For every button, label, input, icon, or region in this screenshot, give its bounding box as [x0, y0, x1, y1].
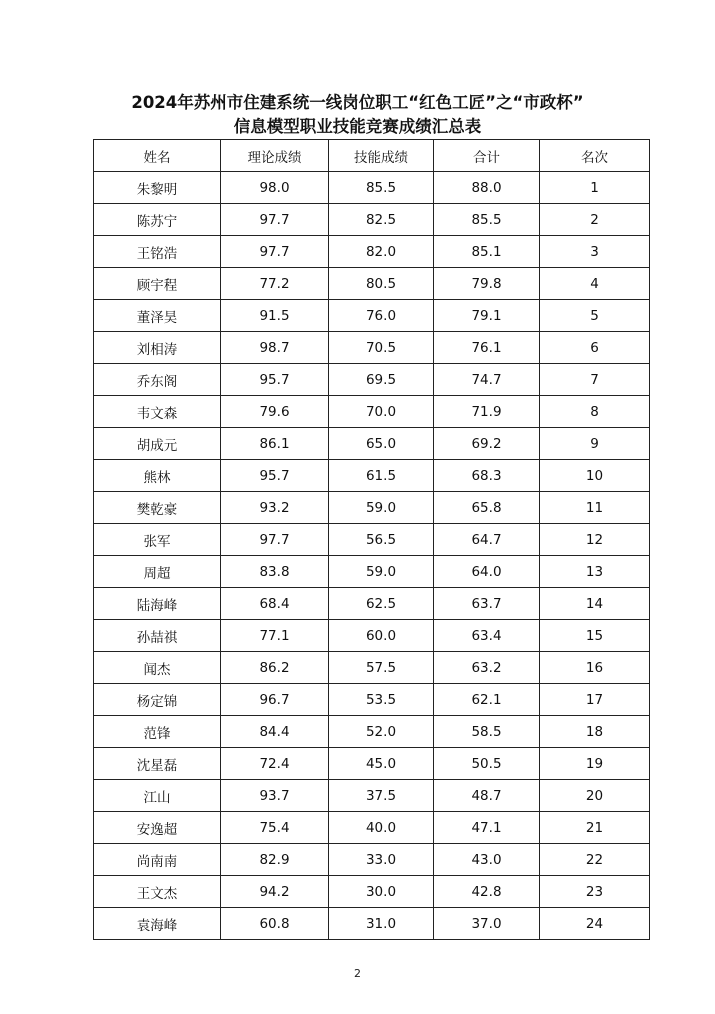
cell-theory-score: 93.2 — [221, 492, 329, 524]
cell-rank: 3 — [540, 236, 650, 268]
cell-theory-score: 86.2 — [221, 652, 329, 684]
cell-total: 63.2 — [434, 652, 540, 684]
cell-skill-score: 85.5 — [329, 172, 434, 204]
cell-total: 64.7 — [434, 524, 540, 556]
cell-rank: 2 — [540, 204, 650, 236]
cell-rank: 10 — [540, 460, 650, 492]
cell-rank: 23 — [540, 876, 650, 908]
cell-total: 58.5 — [434, 716, 540, 748]
table-row — [94, 556, 650, 588]
table-row — [94, 364, 650, 396]
cell-rank: 4 — [540, 268, 650, 300]
cell-name: 陆海峰 — [94, 588, 221, 620]
cell-theory-score: 98.0 — [221, 172, 329, 204]
cell-skill-score: 59.0 — [329, 492, 434, 524]
table-row — [94, 300, 650, 332]
cell-skill-score: 80.5 — [329, 268, 434, 300]
cell-rank: 13 — [540, 556, 650, 588]
cell-rank: 9 — [540, 428, 650, 460]
cell-skill-score: 70.0 — [329, 396, 434, 428]
cell-skill-score: 52.0 — [329, 716, 434, 748]
cell-total: 65.8 — [434, 492, 540, 524]
cell-total: 47.1 — [434, 812, 540, 844]
header-row — [94, 140, 650, 172]
cell-name: 闻杰 — [94, 652, 221, 684]
cell-total: 74.7 — [434, 364, 540, 396]
cell-rank: 17 — [540, 684, 650, 716]
document-title-line-2: 信息模型职业技能竞赛成绩汇总表 — [233, 117, 482, 136]
cell-theory-score: 97.7 — [221, 236, 329, 268]
cell-rank: 18 — [540, 716, 650, 748]
cell-total: 63.7 — [434, 588, 540, 620]
cell-rank: 21 — [540, 812, 650, 844]
cell-name: 沈星磊 — [94, 748, 221, 780]
header-skill-score: 技能成绩 — [329, 140, 434, 172]
cell-total: 79.8 — [434, 268, 540, 300]
cell-rank: 14 — [540, 588, 650, 620]
header-rank: 名次 — [540, 140, 650, 172]
cell-total: 71.9 — [434, 396, 540, 428]
cell-total: 42.8 — [434, 876, 540, 908]
table-row — [94, 204, 650, 236]
cell-total: 85.5 — [434, 204, 540, 236]
table-row — [94, 268, 650, 300]
cell-theory-score: 95.7 — [221, 460, 329, 492]
table-row — [94, 524, 650, 556]
cell-name: 樊乾豪 — [94, 492, 221, 524]
cell-name: 范锋 — [94, 716, 221, 748]
cell-theory-score: 84.4 — [221, 716, 329, 748]
cell-skill-score: 61.5 — [329, 460, 434, 492]
table-row — [94, 748, 650, 780]
results-body — [94, 172, 650, 940]
table-row — [94, 236, 650, 268]
table-row — [94, 492, 650, 524]
document-title-line-1: 2024年苏州市住建系统一线岗位职工“红色工匠”之“市政杯” — [131, 93, 584, 112]
table-row — [94, 428, 650, 460]
cell-rank: 5 — [540, 300, 650, 332]
cell-skill-score: 82.5 — [329, 204, 434, 236]
cell-rank: 7 — [540, 364, 650, 396]
cell-name: 周超 — [94, 556, 221, 588]
cell-name: 刘相涛 — [94, 332, 221, 364]
cell-theory-score: 82.9 — [221, 844, 329, 876]
cell-theory-score: 98.7 — [221, 332, 329, 364]
cell-name: 熊林 — [94, 460, 221, 492]
table-row — [94, 780, 650, 812]
cell-theory-score: 75.4 — [221, 812, 329, 844]
table-row — [94, 716, 650, 748]
cell-skill-score: 60.0 — [329, 620, 434, 652]
table-row — [94, 460, 650, 492]
table-row — [94, 332, 650, 364]
header-theory-score: 理论成绩 — [221, 140, 329, 172]
cell-total: 48.7 — [434, 780, 540, 812]
cell-skill-score: 53.5 — [329, 684, 434, 716]
cell-skill-score: 40.0 — [329, 812, 434, 844]
cell-name: 顾宇程 — [94, 268, 221, 300]
cell-theory-score: 94.2 — [221, 876, 329, 908]
cell-total: 37.0 — [434, 908, 540, 940]
cell-skill-score: 70.5 — [329, 332, 434, 364]
cell-rank: 20 — [540, 780, 650, 812]
cell-skill-score: 65.0 — [329, 428, 434, 460]
cell-theory-score: 95.7 — [221, 364, 329, 396]
cell-name: 孙喆祺 — [94, 620, 221, 652]
cell-skill-score: 76.0 — [329, 300, 434, 332]
cell-rank: 19 — [540, 748, 650, 780]
cell-name: 张军 — [94, 524, 221, 556]
table-row — [94, 876, 650, 908]
cell-name: 王铭浩 — [94, 236, 221, 268]
cell-name: 王文杰 — [94, 876, 221, 908]
table-row — [94, 652, 650, 684]
cell-skill-score: 37.5 — [329, 780, 434, 812]
cell-name: 江山 — [94, 780, 221, 812]
cell-total: 85.1 — [434, 236, 540, 268]
cell-skill-score: 59.0 — [329, 556, 434, 588]
cell-name: 尚南南 — [94, 844, 221, 876]
cell-theory-score: 86.1 — [221, 428, 329, 460]
cell-theory-score: 79.6 — [221, 396, 329, 428]
cell-skill-score: 62.5 — [329, 588, 434, 620]
cell-theory-score: 83.8 — [221, 556, 329, 588]
cell-rank: 22 — [540, 844, 650, 876]
page-number: 2 — [354, 967, 361, 980]
cell-total: 79.1 — [434, 300, 540, 332]
table-row — [94, 684, 650, 716]
cell-skill-score: 69.5 — [329, 364, 434, 396]
results-table — [93, 139, 650, 940]
cell-rank: 12 — [540, 524, 650, 556]
cell-theory-score: 91.5 — [221, 300, 329, 332]
cell-theory-score: 97.7 — [221, 204, 329, 236]
cell-theory-score: 93.7 — [221, 780, 329, 812]
cell-name: 袁海峰 — [94, 908, 221, 940]
cell-rank: 16 — [540, 652, 650, 684]
cell-skill-score: 56.5 — [329, 524, 434, 556]
cell-total: 64.0 — [434, 556, 540, 588]
cell-total: 50.5 — [434, 748, 540, 780]
cell-total: 69.2 — [434, 428, 540, 460]
table-row — [94, 588, 650, 620]
cell-total: 43.0 — [434, 844, 540, 876]
cell-theory-score: 97.7 — [221, 524, 329, 556]
cell-name: 董泽昊 — [94, 300, 221, 332]
cell-skill-score: 30.0 — [329, 876, 434, 908]
header-total: 合计 — [434, 140, 540, 172]
cell-rank: 8 — [540, 396, 650, 428]
cell-name: 陈苏宁 — [94, 204, 221, 236]
cell-total: 63.4 — [434, 620, 540, 652]
cell-name: 杨定锦 — [94, 684, 221, 716]
cell-skill-score: 31.0 — [329, 908, 434, 940]
cell-name: 乔东阁 — [94, 364, 221, 396]
cell-theory-score: 68.4 — [221, 588, 329, 620]
cell-theory-score: 60.8 — [221, 908, 329, 940]
cell-theory-score: 77.1 — [221, 620, 329, 652]
cell-rank: 11 — [540, 492, 650, 524]
table-row — [94, 844, 650, 876]
cell-name: 朱黎明 — [94, 172, 221, 204]
cell-skill-score: 45.0 — [329, 748, 434, 780]
cell-name: 胡成元 — [94, 428, 221, 460]
cell-total: 88.0 — [434, 172, 540, 204]
cell-theory-score: 77.2 — [221, 268, 329, 300]
cell-name: 安逸超 — [94, 812, 221, 844]
cell-skill-score: 57.5 — [329, 652, 434, 684]
table-row — [94, 908, 650, 940]
table-row — [94, 396, 650, 428]
cell-name: 韦文森 — [94, 396, 221, 428]
table-row — [94, 620, 650, 652]
table-row — [94, 812, 650, 844]
cell-total: 76.1 — [434, 332, 540, 364]
cell-rank: 15 — [540, 620, 650, 652]
cell-skill-score: 82.0 — [329, 236, 434, 268]
table-row — [94, 172, 650, 204]
cell-theory-score: 96.7 — [221, 684, 329, 716]
cell-skill-score: 33.0 — [329, 844, 434, 876]
cell-total: 62.1 — [434, 684, 540, 716]
cell-rank: 6 — [540, 332, 650, 364]
cell-rank: 24 — [540, 908, 650, 940]
cell-total: 68.3 — [434, 460, 540, 492]
cell-theory-score: 72.4 — [221, 748, 329, 780]
cell-rank: 1 — [540, 172, 650, 204]
header-name: 姓名 — [94, 140, 221, 172]
